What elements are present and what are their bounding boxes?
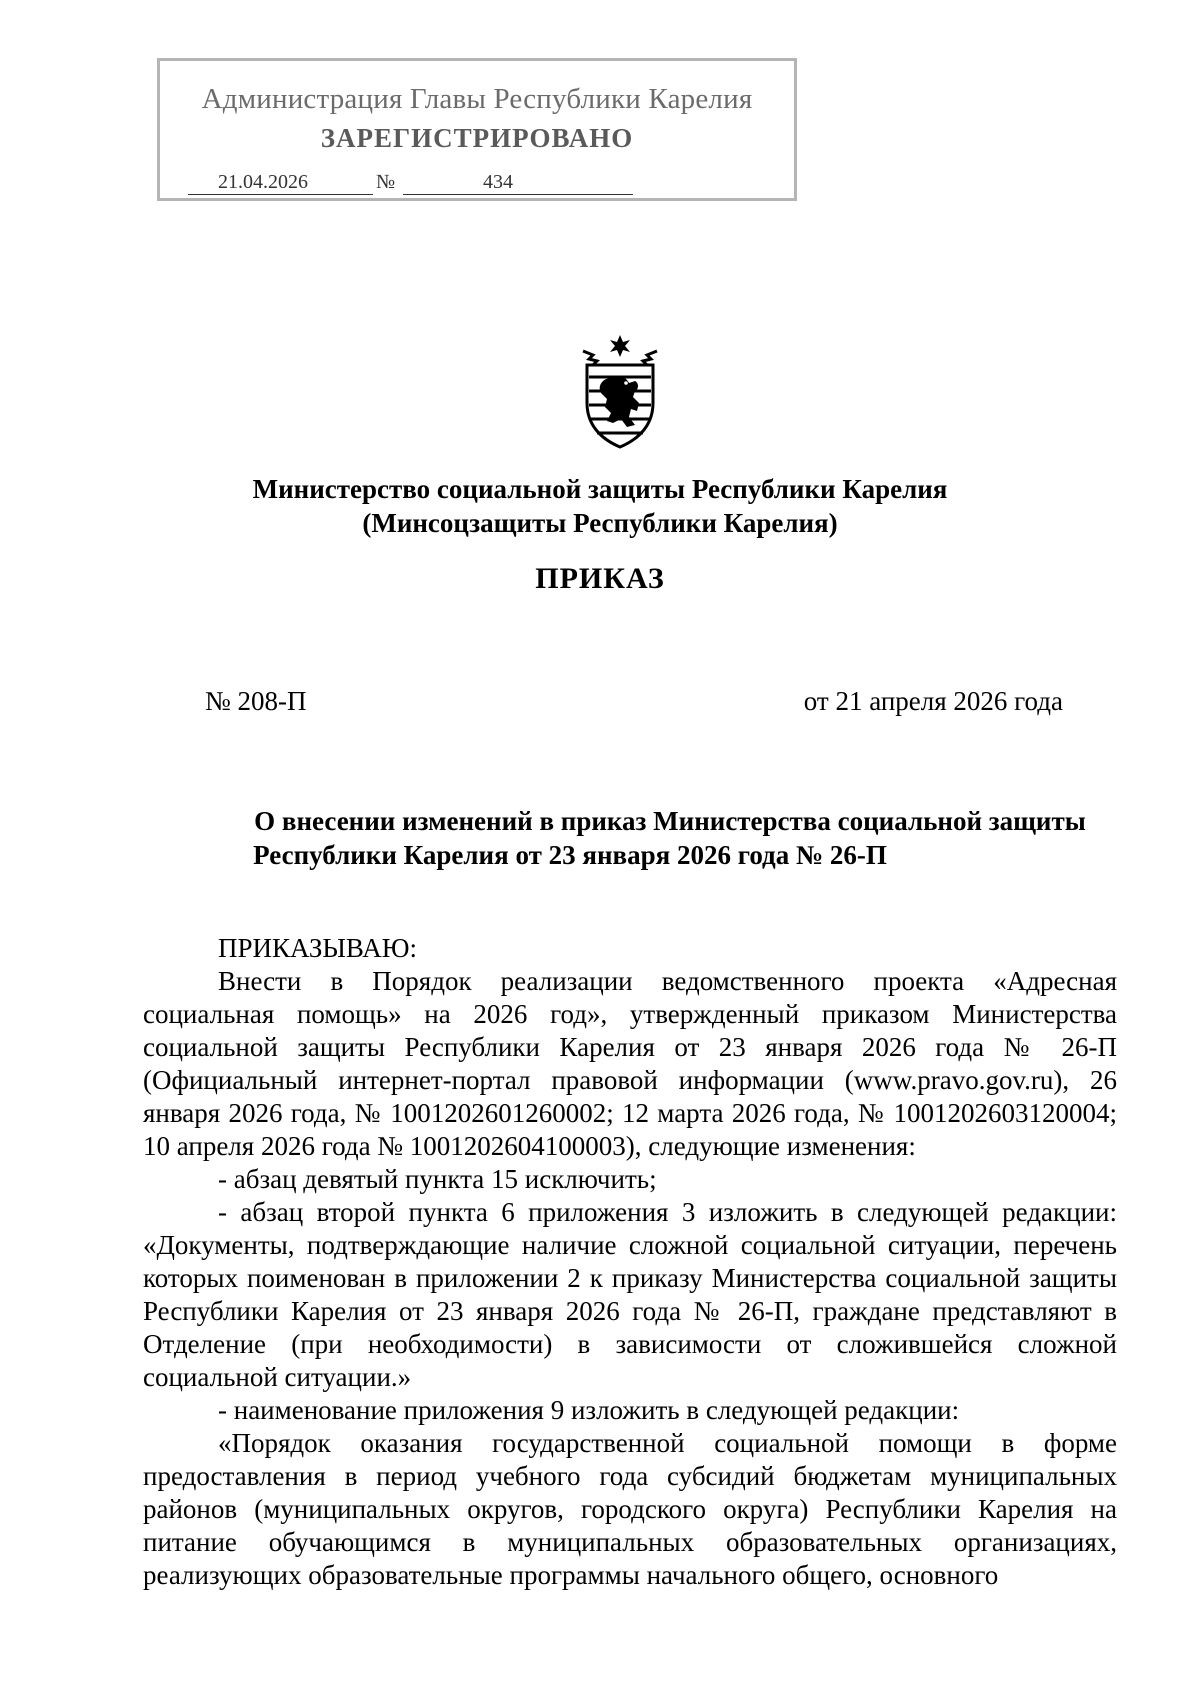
ministry-short-name: (Минсоцзащиты Республики Карелия)	[362, 508, 838, 538]
coat-of-arms-icon	[577, 333, 663, 449]
stamp-number-sign: №	[376, 171, 396, 193]
subject-line-2: Республики Карелия от 23 января 2026 года № 26-П	[253, 840, 887, 870]
body-paragraph: Внести в Порядок реализации ведомственного проекта «Адресная социальная помощь» на 2026 год», утвержденный приказом Министерства социальной защиты Республики Карелия от 23 января 2026 года № 26-П (Официальный интернет-портал правовой информации (www.pravo.gov.ru), 26 января 2026 года, № 1001202601260002; 12 марта 2026 года, № 1001202603120004; 10 апреля 2026 года № 1001202604100003), следующие изменения:	[143, 966, 1117, 1161]
order-date: от 21 апреля 2026 года	[803, 686, 1063, 716]
ministry-full-name: Министерство социальной защиты Республики Карелия	[252, 474, 948, 504]
stamp-date: 21.04.2026	[188, 171, 373, 195]
body-paragraph: - наименование приложения 9 изложить в следующей редакции:	[218, 1395, 960, 1425]
document-body	[143, 932, 1117, 1592]
registration-stamp	[157, 58, 797, 201]
order-number: № 208-П	[205, 686, 307, 716]
body-paragraph: «Порядок оказания государственной социальной помощи в форме предоставления в период учебного года субсидий бюджетам муниципальных районов (муниципальных округов, городского округа) Республики Карелия на питание обучающимся в муниципальных образовательных организациях, реализующих образовательные программы начального общего, основного	[143, 1428, 1117, 1590]
body-paragraph-order: ПРИКАЗЫВАЮ:	[218, 933, 417, 963]
stamp-status: ЗАРЕГИСТРИРОВАНО	[320, 123, 634, 153]
stamp-organization: Администрация Главы Республики Карелия	[201, 83, 753, 115]
body-paragraph: - абзац второй пункта 6 приложения 3 изложить в следующей редакции: «Документы, подтверждающие наличие сложной социальной ситуации, перечень которых поименован в приложении 2 к приказу Министерства социальной защиты Республики Карелия от 23 января 2026 года № 26-П, граждане представляют в Отделение (при необходимости) в зависимости от сложившейся сложной социальной ситуации.»	[143, 1197, 1117, 1392]
stamp-number: 434	[403, 171, 633, 195]
subject-line-1: О внесении изменений в приказ Министерства социальной защиты	[254, 806, 1086, 836]
body-paragraph: - абзац девятый пункта 15 исключить;	[218, 1164, 657, 1194]
document-type-title: ПРИКАЗ	[535, 562, 665, 595]
